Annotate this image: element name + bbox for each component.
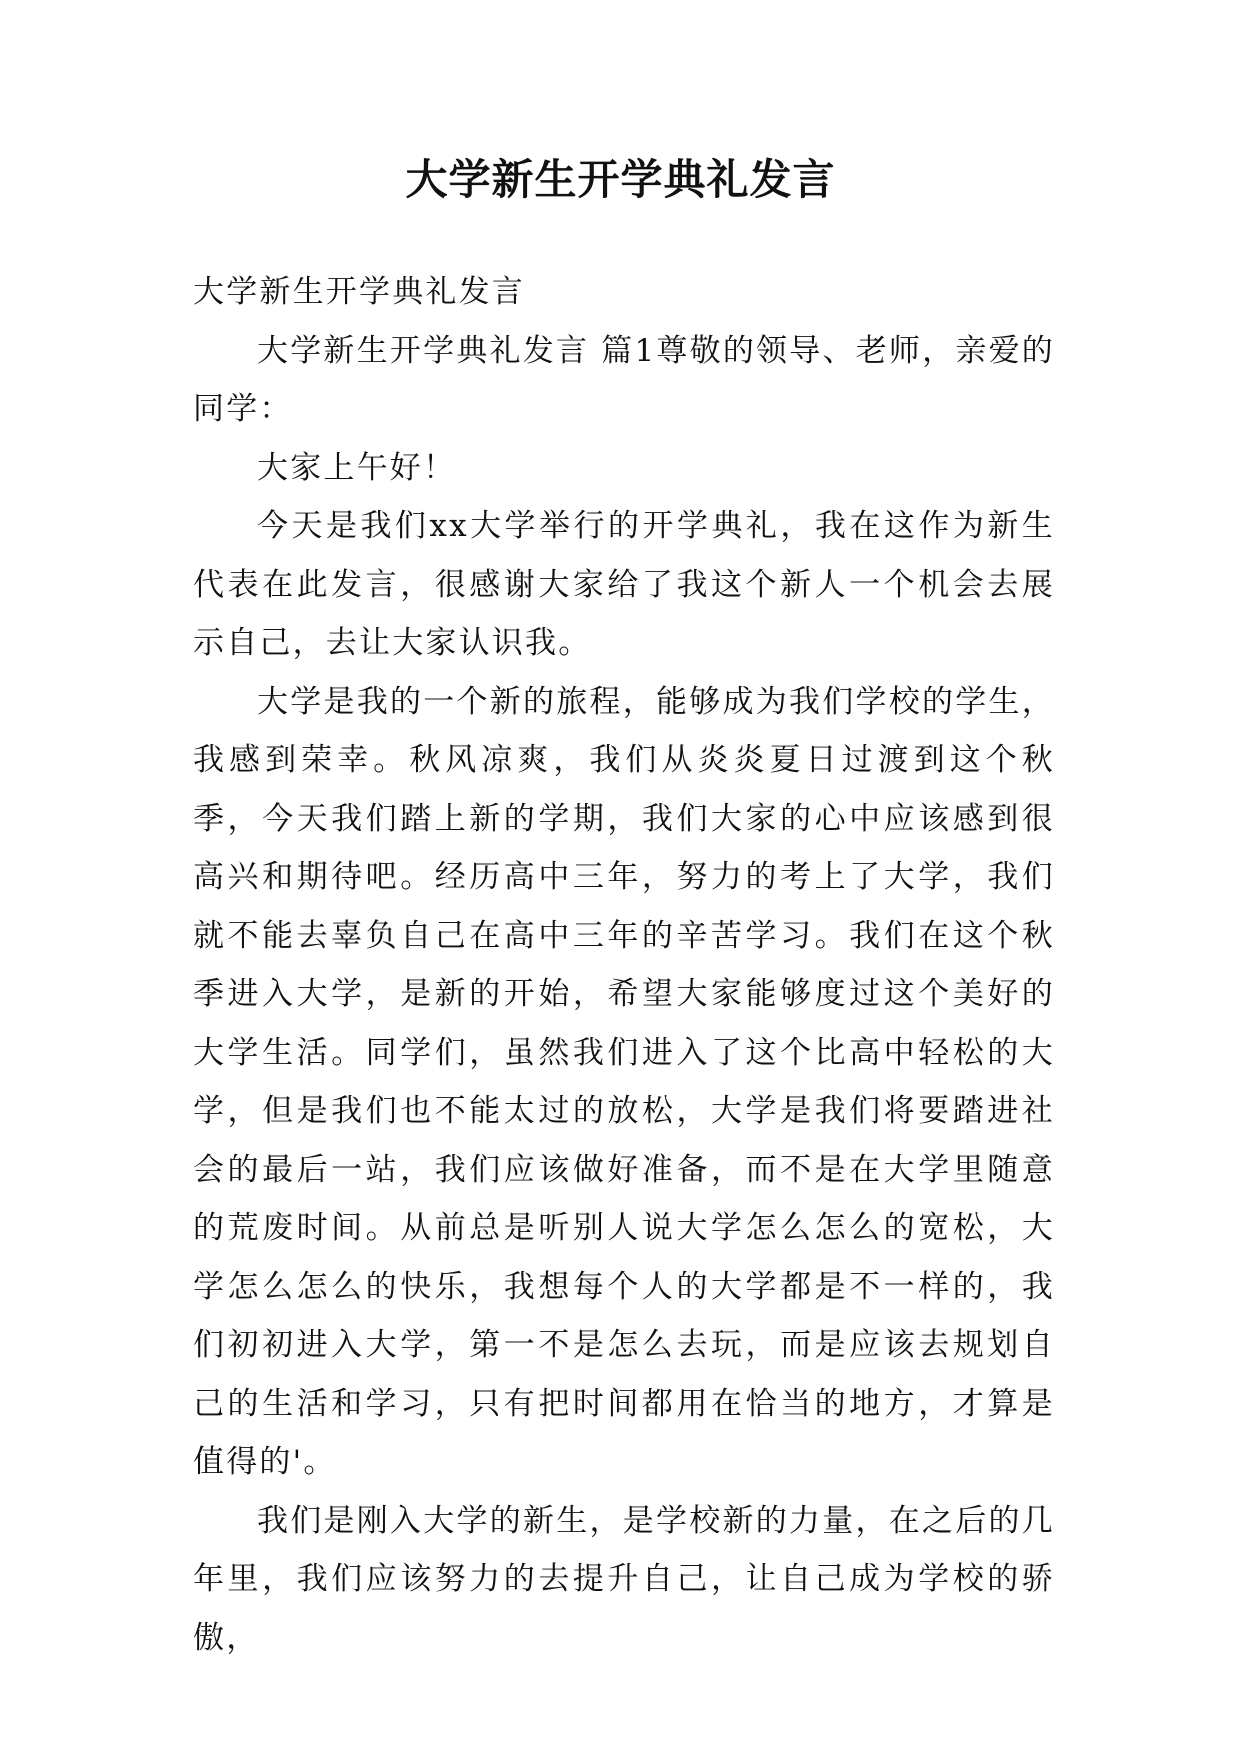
paragraph-new-students: 我们是刚入大学的新生，是学校新的力量，在之后的几年里，我们应该努力的去提升自己，让自己成为学校的骄傲，	[193, 1502, 1055, 1656]
paragraph-university-journey: 大学是我的一个新的旅程，能够成为我们学校的学生，我感到荣幸。秋风凉爽，我们从炎炎夏日过渡到这个秋季，今天我们踏上新的学期，我们大家的心中应该感到很高兴和期待吧。经历高中三年，努力的考上了大学，我们就不能去辜负自己在高中三年的辛苦学习。我们在这个秋季进入大学，是新的开始，希望大家能够度过这个美好的大学生活。同学们，虽然我们进入了这个比高中轻松的大学，但是我们也不能太过的放松，大学是我们将要踏进社会的最后一站，我们应该做好准备，而不是在大学里随意的荒废时间。从前总是听别人说大学怎么怎么的宽松，大学怎么怎么的快乐，我想每个人的大学都是不一样的，我们初初进入大学，第一不是怎么去玩，而是应该去规划自己的生活和学习，只有把时间都用在恰当的地方，才算是值得的'。	[193, 683, 1055, 1480]
subtitle-line: 大学新生开学典礼发言	[193, 274, 525, 310]
document-title: 大学新生开学典礼发言	[405, 155, 836, 204]
document-body	[193, 263, 1055, 1667]
paragraph-greeting: 大家上午好！	[257, 449, 457, 486]
paragraph-salutation: 大学新生开学典礼发言 篇1尊敬的领导、老师，亲爱的同学：	[193, 332, 1055, 427]
paragraph-introduction: 今天是我们xx大学举行的开学典礼，我在这作为新生代表在此发言，很感谢大家给了我这个新人一个机会去展示自己，去让大家认识我。	[193, 508, 1055, 661]
